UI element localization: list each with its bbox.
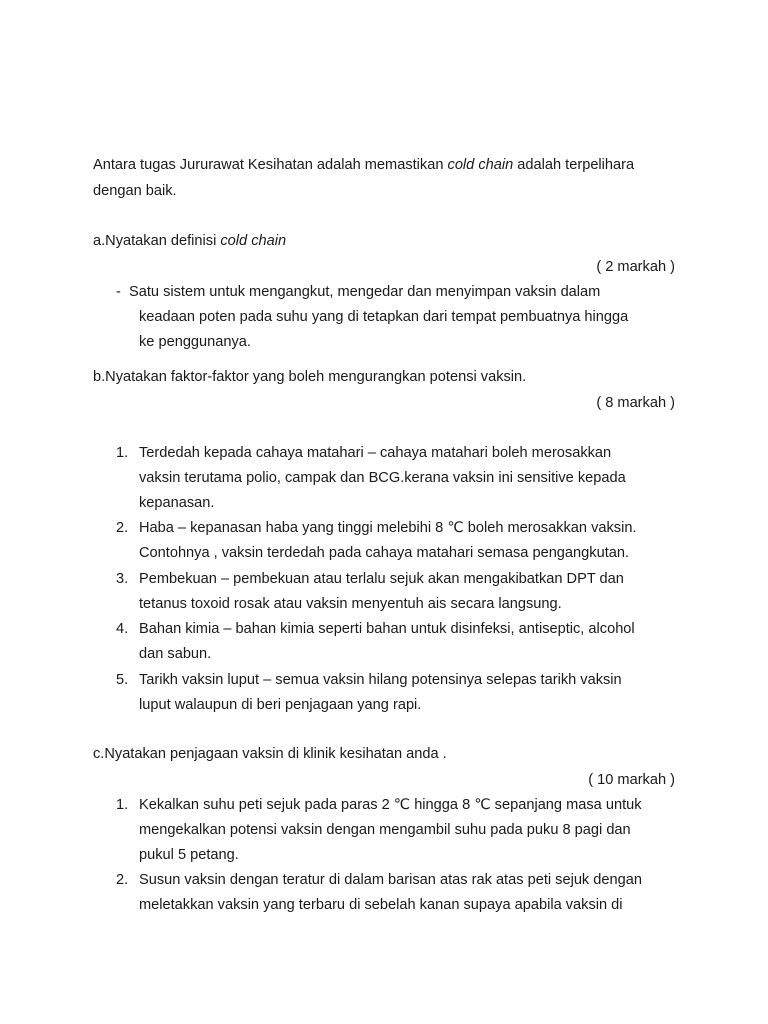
list-b-item-3-line-2: tetanus toxoid rosak atau vaksin menyentuh ais secara langsung. (139, 596, 562, 612)
list-b-num-5: 5. (116, 672, 129, 688)
list-b-num-4: 4. (116, 621, 129, 637)
list-c-item-1-line-1: Kekalkan suhu peti sejuk pada paras 2 ℃ hingga 8 ℃ sepanjang masa untuk (139, 797, 642, 813)
list-b-num-3: 3. (116, 571, 129, 587)
answer-a-line-2: keadaan poten pada suhu yang di tetapkan dari tempat pembuatnya hingga (139, 309, 629, 325)
answer-a-line-3: ke penggunanya. (139, 334, 251, 350)
answer-a-dash: - (116, 284, 121, 300)
list-b-num-1: 1. (116, 445, 129, 461)
list-b-item-5-line-1: Tarikh vaksin luput – semua vaksin hilang potensinya selepas tarikh vaksin (139, 672, 622, 688)
list-b-item-2-line-1: Haba – kepanasan haba yang tinggi melebihi 8 ℃ boleh merosakkan vaksin. (139, 520, 637, 536)
list-b-item-4-line-1: Bahan kimia – bahan kimia seperti bahan untuk disinfeksi, antiseptic, alcohol (139, 621, 635, 637)
list-b-item-4-line-2: dan sabun. (139, 646, 212, 662)
question-b: b.Nyatakan faktor-faktor yang boleh mengurangkan potensi vaksin. (93, 369, 527, 385)
list-b-item-1-line-1: Terdedah kepada cahaya matahari – cahaya matahari boleh merosakkan (139, 445, 612, 461)
intro-text-b: adalah terpelihara (513, 157, 635, 173)
intro-line-1 (93, 156, 634, 174)
question-b-marks: ( 8 markah ) (596, 395, 675, 411)
intro-line-2: dengan baik. (93, 183, 177, 199)
list-b-num-2: 2. (116, 520, 129, 536)
question-a-text: a.Nyatakan definisi (93, 233, 221, 249)
question-c: c.Nyatakan penjagaan vaksin di klinik kesihatan anda . (93, 746, 447, 762)
list-b-item-3-line-1: Pembekuan – pembekuan atau terlalu sejuk akan mengakibatkan DPT dan (139, 571, 624, 587)
intro-term: cold chain (447, 157, 514, 173)
list-c-item-2-line-2: meletakkan vaksin yang terbaru di sebelah kanan supaya apabila vaksin di (139, 897, 623, 913)
list-b-item-2-line-2: Contohnya , vaksin terdedah pada cahaya matahari semasa pengangkutan. (139, 545, 630, 561)
list-b-item-5-line-2: luput walaupun di beri penjagaan yang rapi. (139, 697, 422, 713)
question-a-term: cold chain (220, 233, 287, 249)
question-a (93, 232, 286, 250)
answer-a-line-1: Satu sistem untuk mengangkut, mengedar dan menyimpan vaksin dalam (129, 284, 601, 300)
list-b-item-1-line-3: kepanasan. (139, 495, 215, 511)
list-b-item-1-line-2: vaksin terutama polio, campak dan BCG.kerana vaksin ini sensitive kepada (139, 470, 626, 486)
list-c-num-2: 2. (116, 872, 129, 888)
question-c-marks: ( 10 markah ) (588, 772, 675, 788)
intro-text-a: Antara tugas Jururawat Kesihatan adalah memastikan (93, 157, 448, 173)
list-c-item-1-line-3: pukul 5 petang. (139, 847, 239, 863)
list-c-item-1-line-2: mengekalkan potensi vaksin dengan mengambil suhu pada puku 8 pagi dan (139, 822, 631, 838)
list-c-num-1: 1. (116, 797, 129, 813)
list-c-item-2-line-1: Susun vaksin dengan teratur di dalam barisan atas rak atas peti sejuk dengan (139, 872, 642, 888)
question-a-marks: ( 2 markah ) (596, 259, 675, 275)
